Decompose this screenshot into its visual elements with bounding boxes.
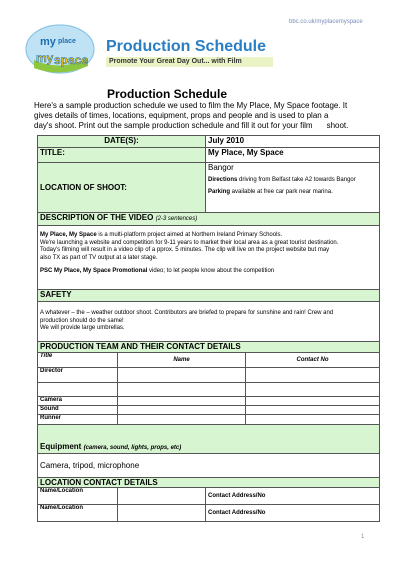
safety-header: SAFETY (38, 290, 380, 302)
safety-row (38, 302, 380, 342)
team-col-name: Name (118, 353, 246, 368)
team-contact-cell[interactable] (246, 368, 380, 383)
team-name-cell[interactable] (118, 368, 246, 383)
logo-word-place: place (58, 38, 76, 45)
source-url[interactable]: bbc.co.uk/myplacemyspace (289, 19, 363, 25)
document-title: Production Schedule (107, 87, 228, 101)
page-number: 1 (361, 534, 365, 540)
equipment-header: Equipment (camera, sound, lights, props, etc) (38, 425, 380, 454)
team-role: Runner (38, 415, 118, 425)
description-row (38, 226, 380, 290)
description-header-row (38, 213, 380, 226)
team-row (38, 397, 380, 406)
logo-word-my: my (40, 36, 56, 48)
my-place-my-space-logo (22, 20, 98, 80)
title-value[interactable]: My Place, My Space (206, 148, 380, 163)
logo-word-space: space (54, 53, 89, 67)
location-contact-header-row (38, 478, 380, 488)
location-contact-address-label: Contact Address/No (206, 488, 380, 505)
header-title: Production Schedule (106, 38, 267, 55)
date-label: DATE(S): (38, 136, 206, 148)
location-place: Bangor (208, 163, 234, 172)
team-name-cell[interactable] (118, 383, 246, 397)
team-name-cell[interactable] (118, 397, 246, 406)
team-col-title: Title (38, 353, 118, 368)
equipment-row (38, 454, 380, 478)
intro-line: day's shoot. Print out the sample production schedule and fill it out for your film shoot. (34, 121, 349, 130)
location-row (38, 163, 380, 213)
team-role: Sound (38, 406, 118, 415)
intro-paragraph (34, 101, 370, 131)
equipment-value[interactable]: Camera, tripod, microphone (38, 454, 380, 478)
description-body[interactable]: My Place, My Space is a multi-platform project aimed at Northern Ireland Primary Schools. We're launching a website and competition for 9-11 years to market their local area as a great tourist destination. Today's filming will result in a video clip of a pprox. 5 minutes. The clip will live on the project website but may also TX as part of TV output at a later stage. PSC My Place, My Space Promotional video; to let people know about the competition (38, 226, 380, 290)
team-row (38, 406, 380, 415)
equipment-header-row (38, 425, 380, 454)
location-label: LOCATION OF SHOOT: (38, 163, 206, 213)
team-role (38, 383, 118, 397)
team-contact-cell[interactable] (246, 397, 380, 406)
location-contact-address-label: Contact Address/No (206, 505, 380, 522)
location-value[interactable] (206, 163, 380, 213)
intro-line: gives details of times, locations, equipment, props and people and is used to plan a (34, 111, 329, 120)
directions-text: Directions driving from Belfast take A2 towards Bangor (208, 177, 356, 183)
intro-line: Here's a sample production schedule we used to film the My Place, My Space footage. It (34, 101, 348, 110)
location-name-value[interactable] (118, 505, 206, 522)
team-contact-cell[interactable] (246, 415, 380, 425)
location-contact-header: LOCATION CONTACT DETAILS (38, 478, 380, 488)
safety-header-row (38, 290, 380, 302)
title-row (38, 148, 380, 163)
team-name-cell[interactable] (118, 406, 246, 415)
date-value[interactable]: July 2010 (206, 136, 380, 148)
location-contact-row (38, 505, 380, 522)
location-name-label: Name/Location (38, 488, 118, 505)
team-contact-cell[interactable] (246, 383, 380, 397)
location-name-label: Name/Location (38, 505, 118, 522)
team-contact-cell[interactable] (246, 406, 380, 415)
safety-body[interactable]: A whatever – the – weather outdoor shoot. Contributors are briefed to prepare for sunshine and rain! Crew and production should do the same! We will provide large umbrellas. (38, 302, 380, 342)
team-columns-row (38, 353, 380, 368)
team-col-contact: Contact No (246, 353, 380, 368)
team-role: Camera (38, 397, 118, 406)
production-schedule-table (37, 135, 380, 522)
team-row (38, 415, 380, 425)
title-label: TITLE: (38, 148, 206, 163)
team-row (38, 383, 380, 397)
team-header-row (38, 342, 380, 353)
header-tagline: Promote Your Great Day Out... with Film (106, 57, 273, 67)
team-name-cell[interactable] (118, 415, 246, 425)
parking-text: Parking available at free car park near marina. (208, 189, 333, 195)
date-row (38, 136, 380, 148)
description-header: DESCRIPTION OF THE VIDEO (2-3 sentences) (38, 213, 380, 226)
location-name-value[interactable] (118, 488, 206, 505)
logo-word-my-2: my (36, 51, 54, 65)
team-row (38, 368, 380, 383)
location-contact-row (38, 488, 380, 505)
team-role: Director (38, 368, 118, 383)
team-header: PRODUCTION TEAM AND THEIR CONTACT DETAILS (38, 342, 380, 353)
